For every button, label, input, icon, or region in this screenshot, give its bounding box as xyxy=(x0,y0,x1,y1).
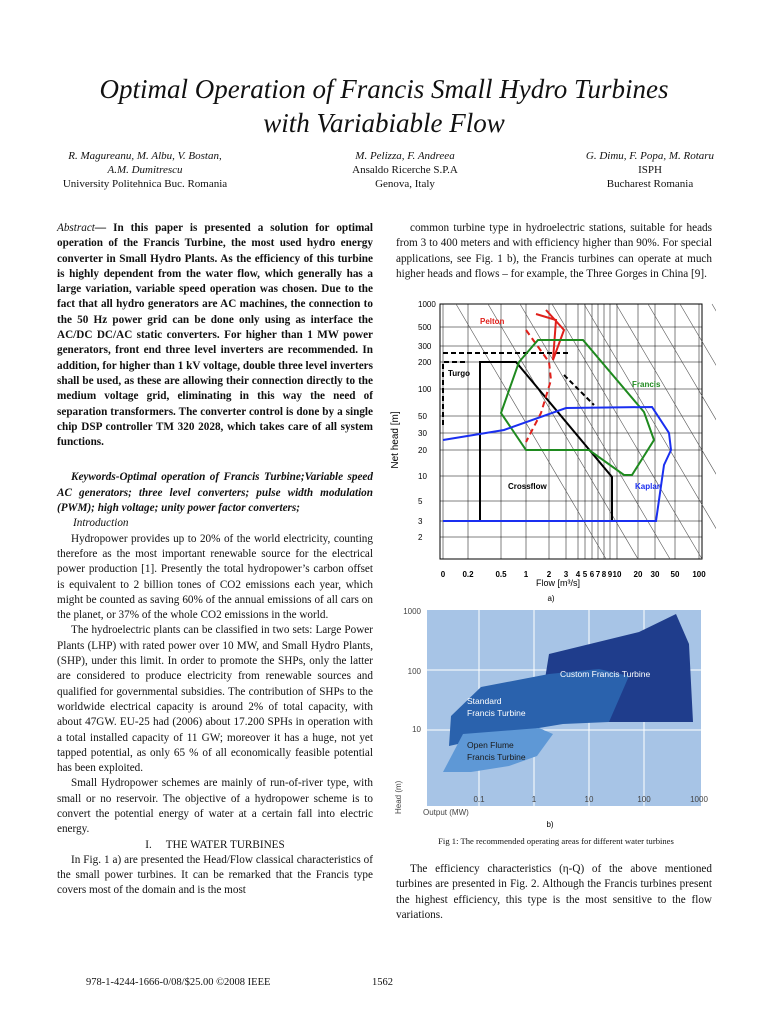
intro-paragraph-1: Hydropower provides up to 20% of the world electricity, counting therefore as the most important renewable source for the electrical power production [1]. Presently the total hydropower’s carbon offset is equivalent to 2 billion tones of CO2 emissions each year, which might be counted as saving 60% of the annual emissions of all cars on the planet, or 37% of the whole CO2 emissions in the world. xyxy=(57,532,373,622)
power-line xyxy=(712,304,716,559)
right-column-top xyxy=(396,221,712,282)
label-pelton: Pelton xyxy=(480,317,505,326)
section-paragraph: In Fig. 1 a) are presented the Head/Flow classical characteristics of the small power turbines. It can be remarked that the Francis type covers most of the domain and is the most xyxy=(57,853,373,897)
author-block xyxy=(30,149,750,191)
x-tick-label: 7 xyxy=(595,570,601,579)
left-column xyxy=(57,221,373,899)
right-column-bottom xyxy=(396,862,712,923)
fig-b-y-tick: 10 xyxy=(412,725,421,734)
x-tick-label: 100 xyxy=(692,570,706,579)
y-tick-label: 3 xyxy=(418,517,423,526)
author-names-2: A.M. Dumitrescu xyxy=(107,164,183,176)
y-tick-label: 10 xyxy=(418,472,427,481)
footer-copyright: 978-1-4244-1666-0/08/$25.00 ©2008 IEEE xyxy=(86,977,271,988)
fig-b-xlabel: Output (MW) xyxy=(423,808,469,817)
fig-b-sub: b) xyxy=(546,820,554,829)
affiliation: Ansaldo Ricerche S.P.A xyxy=(352,164,458,176)
y-tick-label: 5 xyxy=(418,497,423,506)
y-tick-label: 200 xyxy=(418,358,432,367)
x-tick-label: 6 xyxy=(589,570,595,579)
fig-b-x-tick: 0.1 xyxy=(473,795,485,804)
x-tick-label: 8 xyxy=(601,570,607,579)
page-number: 1562 xyxy=(372,977,393,988)
section-heading xyxy=(57,838,373,853)
y-tick-label: 20 xyxy=(418,446,427,455)
affiliation-2: Bucharest Romania xyxy=(606,178,694,190)
author-group-2 xyxy=(305,149,505,191)
abstract xyxy=(57,221,373,450)
label-turgo: Turgo xyxy=(448,369,471,378)
fig-a-xlabel: Flow [m³/s] xyxy=(536,578,580,588)
fig-b-ylabel: Head (m) xyxy=(394,780,403,814)
author-group-1 xyxy=(30,149,260,191)
y-tick-label: 1000 xyxy=(418,300,436,309)
y-tick-label: 100 xyxy=(418,385,432,394)
x-tick-label: 2 xyxy=(546,570,552,579)
x-tick-label: 0.2 xyxy=(462,570,474,579)
abstract-text: — In this paper is presented a solution for optimal operation of the Francis Turbine, the most used hydro energy converter in Small Hydro Plants. As the efficiency of this turbine is highly dependent from the water flow, which generally has a large variation, variable speed operation was chosen. Due to the fact that all hydro generators are AC machines, the connection to the 50 Hz power grid can be done only using as interface the AC/DC DC/AC static converters. For higher than 1 MW power generators, front end three level inverters are recommended. In addition, for higher than 1 kV voltage, double three level inverters shall be used, as these are allowing their connection directly to the medium voltage grid, eliminating in this way the need of separation transformers. The converter control is done by a single chip DSP controller TM 320 2028, which takes care of all system functions. xyxy=(57,222,373,449)
y-tick-label: 50 xyxy=(418,412,427,421)
y-tick-label: 300 xyxy=(418,342,432,351)
fig-b-y-tick: 1000 xyxy=(403,607,421,616)
author-group-3 xyxy=(550,149,750,191)
section-title: THE WATER TURBINES xyxy=(165,838,285,851)
fig-b-x-tick: 100 xyxy=(637,795,651,804)
open-flume-label-1: Open Flume xyxy=(467,740,514,750)
fig-a-ylabel: Net head [m] xyxy=(390,411,401,469)
right-paragraph-2: The efficiency characteristics (η-Q) of the above mentioned turbines are presented in Fig. 2. Although the Francis turbines present the highest efficiency, this type is the most sensitive to the flow variations. xyxy=(396,863,712,921)
custom-francis-label: Custom Francis Turbine xyxy=(560,669,651,679)
section-number: I. xyxy=(145,838,152,851)
label-kaplan: Kaplan xyxy=(635,482,662,491)
abstract-label: Abstract xyxy=(57,222,95,234)
x-tick-label: 50 xyxy=(670,570,680,579)
x-tick-label: 30 xyxy=(650,570,660,579)
x-tick-label: 9 xyxy=(607,570,613,579)
x-tick-label: 0 xyxy=(440,570,446,579)
label-francis: Francis xyxy=(632,380,661,389)
title-line-2: with Variabiable Flow xyxy=(263,108,505,138)
x-tick-label: 20 xyxy=(633,570,643,579)
affiliation: ISPH xyxy=(638,164,662,176)
intro-paragraph-2: The hydroelectric plants can be classified in two sets: Large Power Plants (LHP) with rated power over 10 MW, and Small Hydro Plants, (SHP), under this limit. In order to promote the SHPs, only the latter are considered to produce electricity from renewable sources and qualified for governmental subsidies. The contribution of SHPs to the worldwide electrical capacity is around 2% of total capacity, with about 47GW. EU-25 had (2006) about 17.200 SPHs in operation with a total installed capacity of 11 GW; moreover it has a huge, not yet tapped potential, as only 65 % of all economically feasible potential has been exploited. xyxy=(57,624,373,775)
x-tick-label: 0.5 xyxy=(495,570,507,579)
author-names: R. Magureanu, M. Albu, V. Bostan, xyxy=(68,150,222,162)
standard-francis-label-1: Standard xyxy=(467,696,502,706)
x-tick-label: 5 xyxy=(582,570,588,579)
fig-b-y-tick: 100 xyxy=(407,667,421,676)
affiliation-2: Genova, Italy xyxy=(375,178,435,190)
intro-heading: Introduction xyxy=(73,517,129,530)
paper-title xyxy=(0,72,768,140)
fig-a-sub: a) xyxy=(547,594,555,603)
fig-b-x-tick: 10 xyxy=(584,795,594,804)
author-names: M. Pelizza, F. Andreea xyxy=(355,150,455,162)
x-tick-label: 1 xyxy=(523,570,529,579)
author-names: G. Dimu, F. Popa, M. Rotaru xyxy=(585,150,715,162)
intro-paragraph-3: Small Hydropower schemes are mainly of run-of-river type, with small or no reservoir. The objective of a hydropower scheme is to convert the potential energy of water at a certain fall into electric energy. xyxy=(57,777,373,836)
affiliation: University Politehnica Buc. Romania xyxy=(62,178,228,190)
title-line-1: Optimal Operation of Francis Small Hydro Turbines xyxy=(99,74,669,104)
figure-1b-output-head-chart xyxy=(371,604,721,832)
figure-1a-head-flow-chart xyxy=(386,300,716,605)
standard-francis-label-2: Francis Turbine xyxy=(467,708,526,718)
y-tick-label: 2 xyxy=(418,533,423,542)
fig-b-x-tick: 1000 xyxy=(690,795,708,804)
x-tick-label: 3 xyxy=(563,570,569,579)
x-tick-label: 4 xyxy=(575,570,581,579)
fig-b-x-tick: 1 xyxy=(531,795,537,804)
keywords: Keywords-Optimal operation of Francis Turbine;Variable speed AC generators; three level converters; pulse width modulation (PWM); high voltage; unity power factor converters; xyxy=(57,471,373,515)
y-tick-label: 30 xyxy=(418,429,427,438)
label-crossflow: Crossflow xyxy=(508,482,547,491)
x-tick-label: 10 xyxy=(612,570,622,579)
figure-caption: Fig 1: The recommended operating areas for different water turbines xyxy=(438,836,674,846)
right-paragraph-1: common turbine type in hydroelectric stations, suitable for heads from 3 to 400 meters and with efficiency higher than 90%. For special applications, see Fig. 1 b), the Francis turbines can operate at much higher heads and flows – for example, the Three Gorges in China [9]. xyxy=(396,222,712,280)
y-tick-label: 500 xyxy=(418,323,432,332)
open-flume-label-2: Francis Turbine xyxy=(467,752,526,762)
